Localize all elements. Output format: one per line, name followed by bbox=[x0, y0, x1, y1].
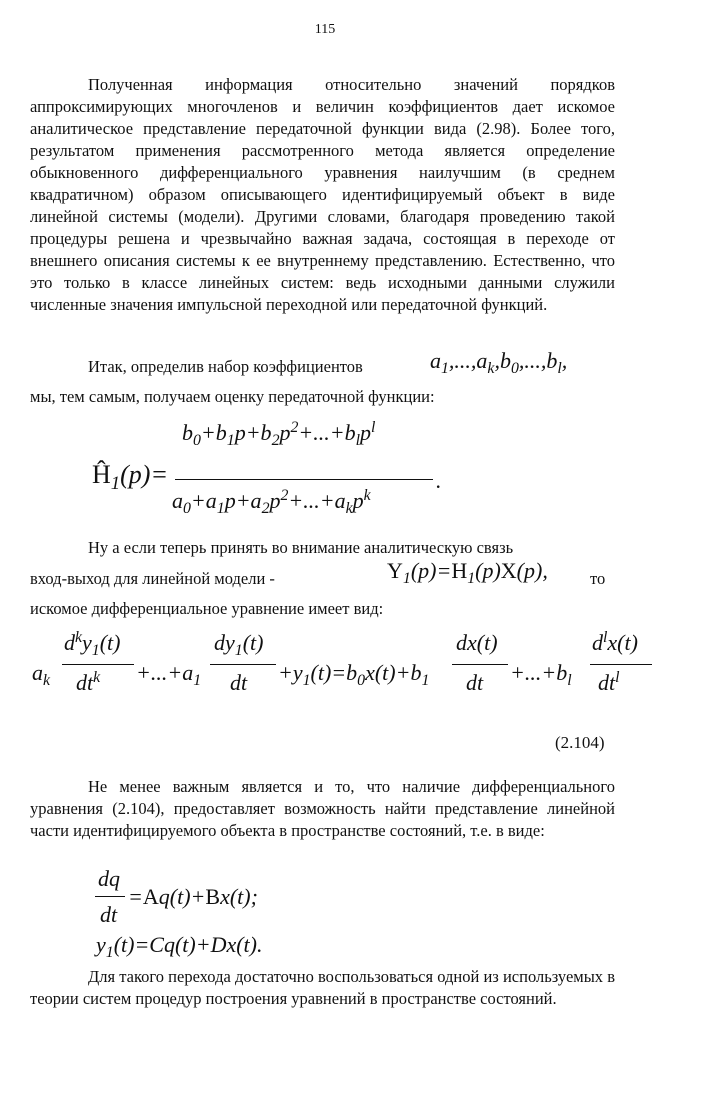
paragraph-3-line-1: Ну а если теперь принять во внимание аналитическую связь bbox=[88, 538, 514, 557]
deq-frac1-num: $d^ky_1(t)$ bbox=[64, 629, 121, 660]
state-equation: =Aq(t)+Bx(t); bbox=[128, 884, 258, 909]
deq-ak: $a_k$ bbox=[32, 660, 51, 690]
paragraph-3-line-3: искомое дифференциальное уравнение имеет вид: bbox=[30, 599, 384, 618]
paragraph-2-end: мы, тем самым, получаем оценку передаточной функции: bbox=[30, 387, 435, 406]
fraction-bar bbox=[175, 479, 433, 480]
equation-number: (2.104) bbox=[555, 733, 605, 752]
paragraph-5: Для такого перехода достаточно воспользоваться одной из используемых в теории систем процедур построения уравнений в пространстве состояний. bbox=[30, 967, 615, 1008]
deq-middle-terms: $+y_1(t)=b_0x(t)+b_1$ bbox=[278, 660, 430, 690]
deq-frac3-den: dt bbox=[466, 670, 484, 695]
deq-frac3-bar bbox=[452, 664, 508, 665]
period: . bbox=[436, 468, 442, 493]
deq-frac4-bar bbox=[590, 664, 652, 665]
page-number: 115 bbox=[314, 22, 336, 37]
deq-frac3-num: dx(t) bbox=[456, 630, 498, 655]
deq-frac4-den: $dt^l$ bbox=[598, 669, 620, 695]
paragraph-3-line-2-end: то bbox=[590, 569, 606, 588]
state-eq-den: dt bbox=[100, 902, 118, 927]
deq-frac4-num: $d^lx(t)$ bbox=[592, 629, 638, 655]
transfer-function-denominator: $a_0+a_1p+a_2p^2+...+a_kp^k$ bbox=[172, 487, 371, 518]
state-eq-bar bbox=[95, 896, 125, 897]
transfer-function-lhs: $Ĥ_1(p)=$ bbox=[92, 460, 169, 494]
input-output-relation: $Y_1(p)=H_1(p)X(p)$, bbox=[387, 558, 548, 588]
paragraph-1: Полученная информация относительно значений порядков аппроксимирующих многочленов и величин коэффициентов дает искомое аналитическое представление передаточной функции вида (2.98). Более того, результатом применения рассмотренного метода является определение обыкновенного дифференциального уравнения наилучшим (в среднем квадратичном) образом описывающего идентифицируемый объект в виде линейной системы (модели). Другими словами, благодаря проведению такой процедуры решена и чрезвычайно важная задача, состоящая в переходе от внешнего описания системы к ее внутреннему представлению. Естественно, что это только в классе линейных систем: ведь исходными данными служили численные значения импульсной переходной или передаточной функций. bbox=[30, 75, 615, 314]
paragraph-2-start: Итак, определив набор коэффициентов bbox=[88, 357, 363, 376]
deq-frac2-num: $dy_1(t)$ bbox=[214, 630, 264, 660]
state-eq-num: dq bbox=[98, 866, 120, 891]
deq-frac2-den: dt bbox=[230, 670, 248, 695]
output-equation: $y_1(t)=Cq(t)+Dx(t)$. bbox=[96, 932, 263, 962]
deq-frac1-bar bbox=[62, 664, 134, 665]
deq-frac1-den: $dt^k$ bbox=[76, 669, 101, 695]
deq-frac2-bar bbox=[210, 664, 276, 665]
deq-plus-a1: $+...+a_1$ bbox=[136, 660, 202, 690]
paragraph-4: Не менее важным является и то, что наличие дифференциального уравнения (2.104), предоставляет возможность найти представление линейной части идентифицируемого объекта в пространстве состояний, т.е. в виде: bbox=[30, 777, 615, 840]
paragraph-3-line-2-start: вход-выход для линейной модели - bbox=[30, 569, 275, 588]
deq-plus-bl: $+...+b_l$ bbox=[510, 660, 572, 690]
transfer-function-numerator: $b_0+b_1p+b_2p^2+...+b_lp^l$ bbox=[182, 419, 376, 450]
coefficients-list: $a_1,...,a_k,b_0,...,b_l$, bbox=[430, 348, 568, 378]
